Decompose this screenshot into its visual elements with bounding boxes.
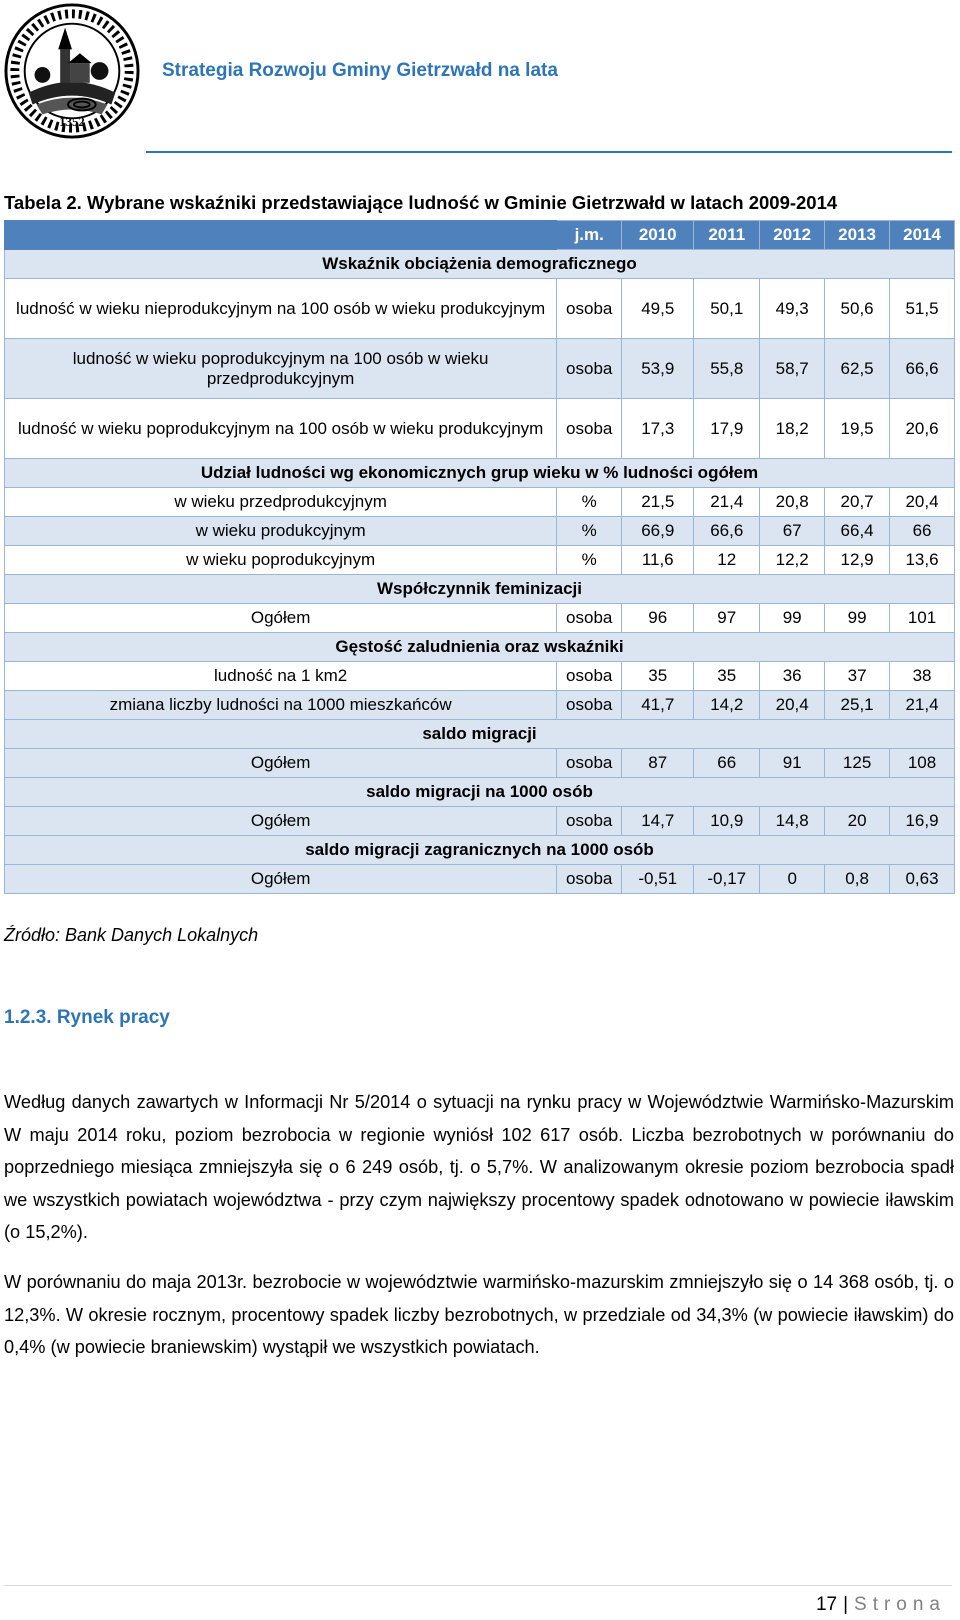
value-cell: 14,8 bbox=[760, 807, 825, 836]
value-cell: 51,5 bbox=[890, 279, 955, 339]
value-cell: 49,3 bbox=[760, 279, 825, 339]
value-cell: 66 bbox=[890, 517, 955, 546]
row-label: zmiana liczby ludności na 1000 mieszkańców bbox=[5, 691, 557, 720]
table-row bbox=[5, 749, 955, 778]
unit-cell: osoba bbox=[557, 807, 622, 836]
row-label: ludność na 1 km2 bbox=[5, 662, 557, 691]
value-cell: 18,2 bbox=[760, 399, 825, 459]
row-label: ludność w wieku poprodukcyjnym na 100 osób w wieku produkcyjnym bbox=[5, 399, 557, 459]
value-cell: 66,4 bbox=[825, 517, 890, 546]
table-row bbox=[5, 517, 955, 546]
value-cell: 91 bbox=[760, 749, 825, 778]
header-cell-empty bbox=[5, 221, 557, 250]
value-cell: 66 bbox=[694, 749, 760, 778]
value-cell: 17,9 bbox=[694, 399, 760, 459]
unit-cell: osoba bbox=[557, 865, 622, 894]
page-word: Strona bbox=[854, 1594, 946, 1615]
table-header-row bbox=[5, 221, 955, 250]
value-cell: 62,5 bbox=[825, 339, 890, 399]
section-label: Współczynnik feminizacji bbox=[5, 575, 955, 604]
value-cell: 67 bbox=[760, 517, 825, 546]
value-cell: 55,8 bbox=[694, 339, 760, 399]
table-section-row bbox=[5, 250, 955, 279]
value-cell: 99 bbox=[760, 604, 825, 633]
value-cell: 10,9 bbox=[694, 807, 760, 836]
table-section-row bbox=[5, 633, 955, 662]
row-label: w wieku produkcyjnym bbox=[5, 517, 557, 546]
value-cell: 20,4 bbox=[760, 691, 825, 720]
value-cell: 50,1 bbox=[694, 279, 760, 339]
table-row bbox=[5, 662, 955, 691]
table-section-row bbox=[5, 720, 955, 749]
value-cell: 16,9 bbox=[890, 807, 955, 836]
value-cell: 14,7 bbox=[622, 807, 694, 836]
value-cell: 50,6 bbox=[825, 279, 890, 339]
page-footer bbox=[816, 1594, 946, 1616]
value-cell: 66,6 bbox=[890, 339, 955, 399]
page-number: 17 bbox=[815, 1594, 838, 1615]
row-label: Ogółem bbox=[5, 749, 557, 778]
table-row bbox=[5, 488, 955, 517]
value-cell: 21,5 bbox=[622, 488, 694, 517]
value-cell: 21,4 bbox=[694, 488, 760, 517]
value-cell: 35 bbox=[694, 662, 760, 691]
value-cell: 17,3 bbox=[622, 399, 694, 459]
value-cell: 20,7 bbox=[825, 488, 890, 517]
value-cell: 11,6 bbox=[622, 546, 694, 575]
value-cell: 20,6 bbox=[890, 399, 955, 459]
value-cell: 66,6 bbox=[694, 517, 760, 546]
value-cell: 37 bbox=[825, 662, 890, 691]
table-row bbox=[5, 691, 955, 720]
population-indicators-table bbox=[4, 220, 955, 894]
value-cell: 13,6 bbox=[890, 546, 955, 575]
value-cell: 20 bbox=[825, 807, 890, 836]
header-cell-year: 2010 bbox=[622, 221, 694, 250]
row-label: Ogółem bbox=[5, 604, 557, 633]
header-cell-unit: j.m. bbox=[557, 221, 622, 250]
row-label: ludność w wieku poprodukcyjnym na 100 osób w wieku przedprodukcyjnym bbox=[5, 339, 557, 399]
unit-cell: % bbox=[557, 546, 622, 575]
table-section-row bbox=[5, 778, 955, 807]
value-cell: 20,8 bbox=[760, 488, 825, 517]
footer-separator: | bbox=[843, 1594, 849, 1615]
value-cell: 99 bbox=[825, 604, 890, 633]
value-cell: 125 bbox=[825, 749, 890, 778]
unit-cell: osoba bbox=[557, 604, 622, 633]
unit-cell: osoba bbox=[557, 279, 622, 339]
row-label: Ogółem bbox=[5, 807, 557, 836]
table-row bbox=[5, 399, 955, 459]
value-cell: 66,9 bbox=[622, 517, 694, 546]
value-cell: 35 bbox=[622, 662, 694, 691]
row-label: Ogółem bbox=[5, 865, 557, 894]
section-label: saldo migracji bbox=[5, 720, 955, 749]
value-cell: 41,7 bbox=[622, 691, 694, 720]
table-row bbox=[5, 339, 955, 399]
value-cell: 19,5 bbox=[825, 399, 890, 459]
value-cell: 36 bbox=[760, 662, 825, 691]
value-cell: 58,7 bbox=[760, 339, 825, 399]
table-row bbox=[5, 865, 955, 894]
row-label: w wieku przedprodukcyjnym bbox=[5, 488, 557, 517]
section-label: saldo migracji na 1000 osób bbox=[5, 778, 955, 807]
value-cell: 25,1 bbox=[825, 691, 890, 720]
value-cell: 0 bbox=[760, 865, 825, 894]
unit-cell: % bbox=[557, 517, 622, 546]
table-row bbox=[5, 279, 955, 339]
header-cell-year: 2012 bbox=[760, 221, 825, 250]
value-cell: 101 bbox=[890, 604, 955, 633]
value-cell: 53,9 bbox=[622, 339, 694, 399]
header-cell-year: 2011 bbox=[694, 221, 760, 250]
section-label: Wskaźnik obciążenia demograficznego bbox=[5, 250, 955, 279]
unit-cell: osoba bbox=[557, 691, 622, 720]
table-section-row bbox=[5, 459, 955, 488]
page-header bbox=[0, 0, 960, 160]
value-cell: 38 bbox=[890, 662, 955, 691]
value-cell: 20,4 bbox=[890, 488, 955, 517]
document-title: Strategia Rozwoju Gminy Gietrzwałd na lata bbox=[162, 60, 558, 81]
value-cell: 87 bbox=[622, 749, 694, 778]
unit-cell: osoba bbox=[557, 399, 622, 459]
value-cell: 12 bbox=[694, 546, 760, 575]
table-section-row bbox=[5, 836, 955, 865]
paragraph: W porównaniu do maja 2013r. bezrobocie w województwie warmińsko-mazurskim zmniejszyło się o 14 368 osób, tj. o 12,3%. W okresie rocznym, procentowy spadek liczby bezrobotnych, w przedziale od 34,3% (w powiecie iławskim) do 0,4% (w powiecie braniewskim) wystąpił we wszystkich powiatach. bbox=[4, 1272, 954, 1357]
footer-divider bbox=[4, 1585, 952, 1586]
value-cell: 108 bbox=[890, 749, 955, 778]
header-cell-year: 2013 bbox=[825, 221, 890, 250]
table-section-row bbox=[5, 575, 955, 604]
row-label: ludność w wieku nieprodukcyjnym na 100 osób w wieku produkcyjnym bbox=[5, 279, 557, 339]
value-cell: 12,2 bbox=[760, 546, 825, 575]
table-row bbox=[5, 546, 955, 575]
source-note: Źródło: Bank Danych Lokalnych bbox=[4, 925, 259, 945]
value-cell: 97 bbox=[694, 604, 760, 633]
value-cell: 0,63 bbox=[890, 865, 955, 894]
value-cell: -0,51 bbox=[622, 865, 694, 894]
header-divider bbox=[146, 151, 952, 153]
unit-cell: % bbox=[557, 488, 622, 517]
header-cell-year: 2014 bbox=[890, 221, 955, 250]
value-cell: -0,17 bbox=[694, 865, 760, 894]
section-label: Gęstość zaludnienia oraz wskaźniki bbox=[5, 633, 955, 662]
row-label: w wieku poprodukcyjnym bbox=[5, 546, 557, 575]
value-cell: 14,2 bbox=[694, 691, 760, 720]
section-heading: 1.2.3. Rynek pracy bbox=[4, 1007, 170, 1028]
value-cell: 49,5 bbox=[622, 279, 694, 339]
value-cell: 96 bbox=[622, 604, 694, 633]
unit-cell: osoba bbox=[557, 749, 622, 778]
table-row bbox=[5, 807, 955, 836]
section-label: saldo migracji zagranicznych na 1000 osób bbox=[5, 836, 955, 865]
table-caption: Tabela 2. Wybrane wskaźniki przedstawiające ludność w Gminie Gietrzwałd w latach 2009-2014 bbox=[4, 192, 838, 213]
value-cell: 21,4 bbox=[890, 691, 955, 720]
unit-cell: osoba bbox=[557, 662, 622, 691]
value-cell: 0,8 bbox=[825, 865, 890, 894]
section-label: Udział ludności wg ekonomicznych grup wieku w % ludności ogółem bbox=[5, 459, 955, 488]
svg-text:1352: 1352 bbox=[59, 115, 85, 130]
value-cell: 12,9 bbox=[825, 546, 890, 575]
municipality-logo bbox=[3, 2, 141, 140]
table-row bbox=[5, 604, 955, 633]
unit-cell: osoba bbox=[557, 339, 622, 399]
paragraph: Według danych zawartych w Informacji Nr 5/2014 o sytuacji na rynku pracy w Województwie Warmińsko-Mazurskim W maju 2014 roku, poziom bezrobocia w regionie wyniósł 102 617 osób. Liczba bezrobotnych w porównaniu do poprzedniego miesiąca zmniejszyła się o 6 249 osób, tj. o 5,7%. W analizowanym okresie poziom bezrobocia spadł we wszystkich powiatach województwa - przy czym największy procentowy spadek odnotowano w powiecie iławskim (o 15,2%). bbox=[4, 1092, 954, 1242]
